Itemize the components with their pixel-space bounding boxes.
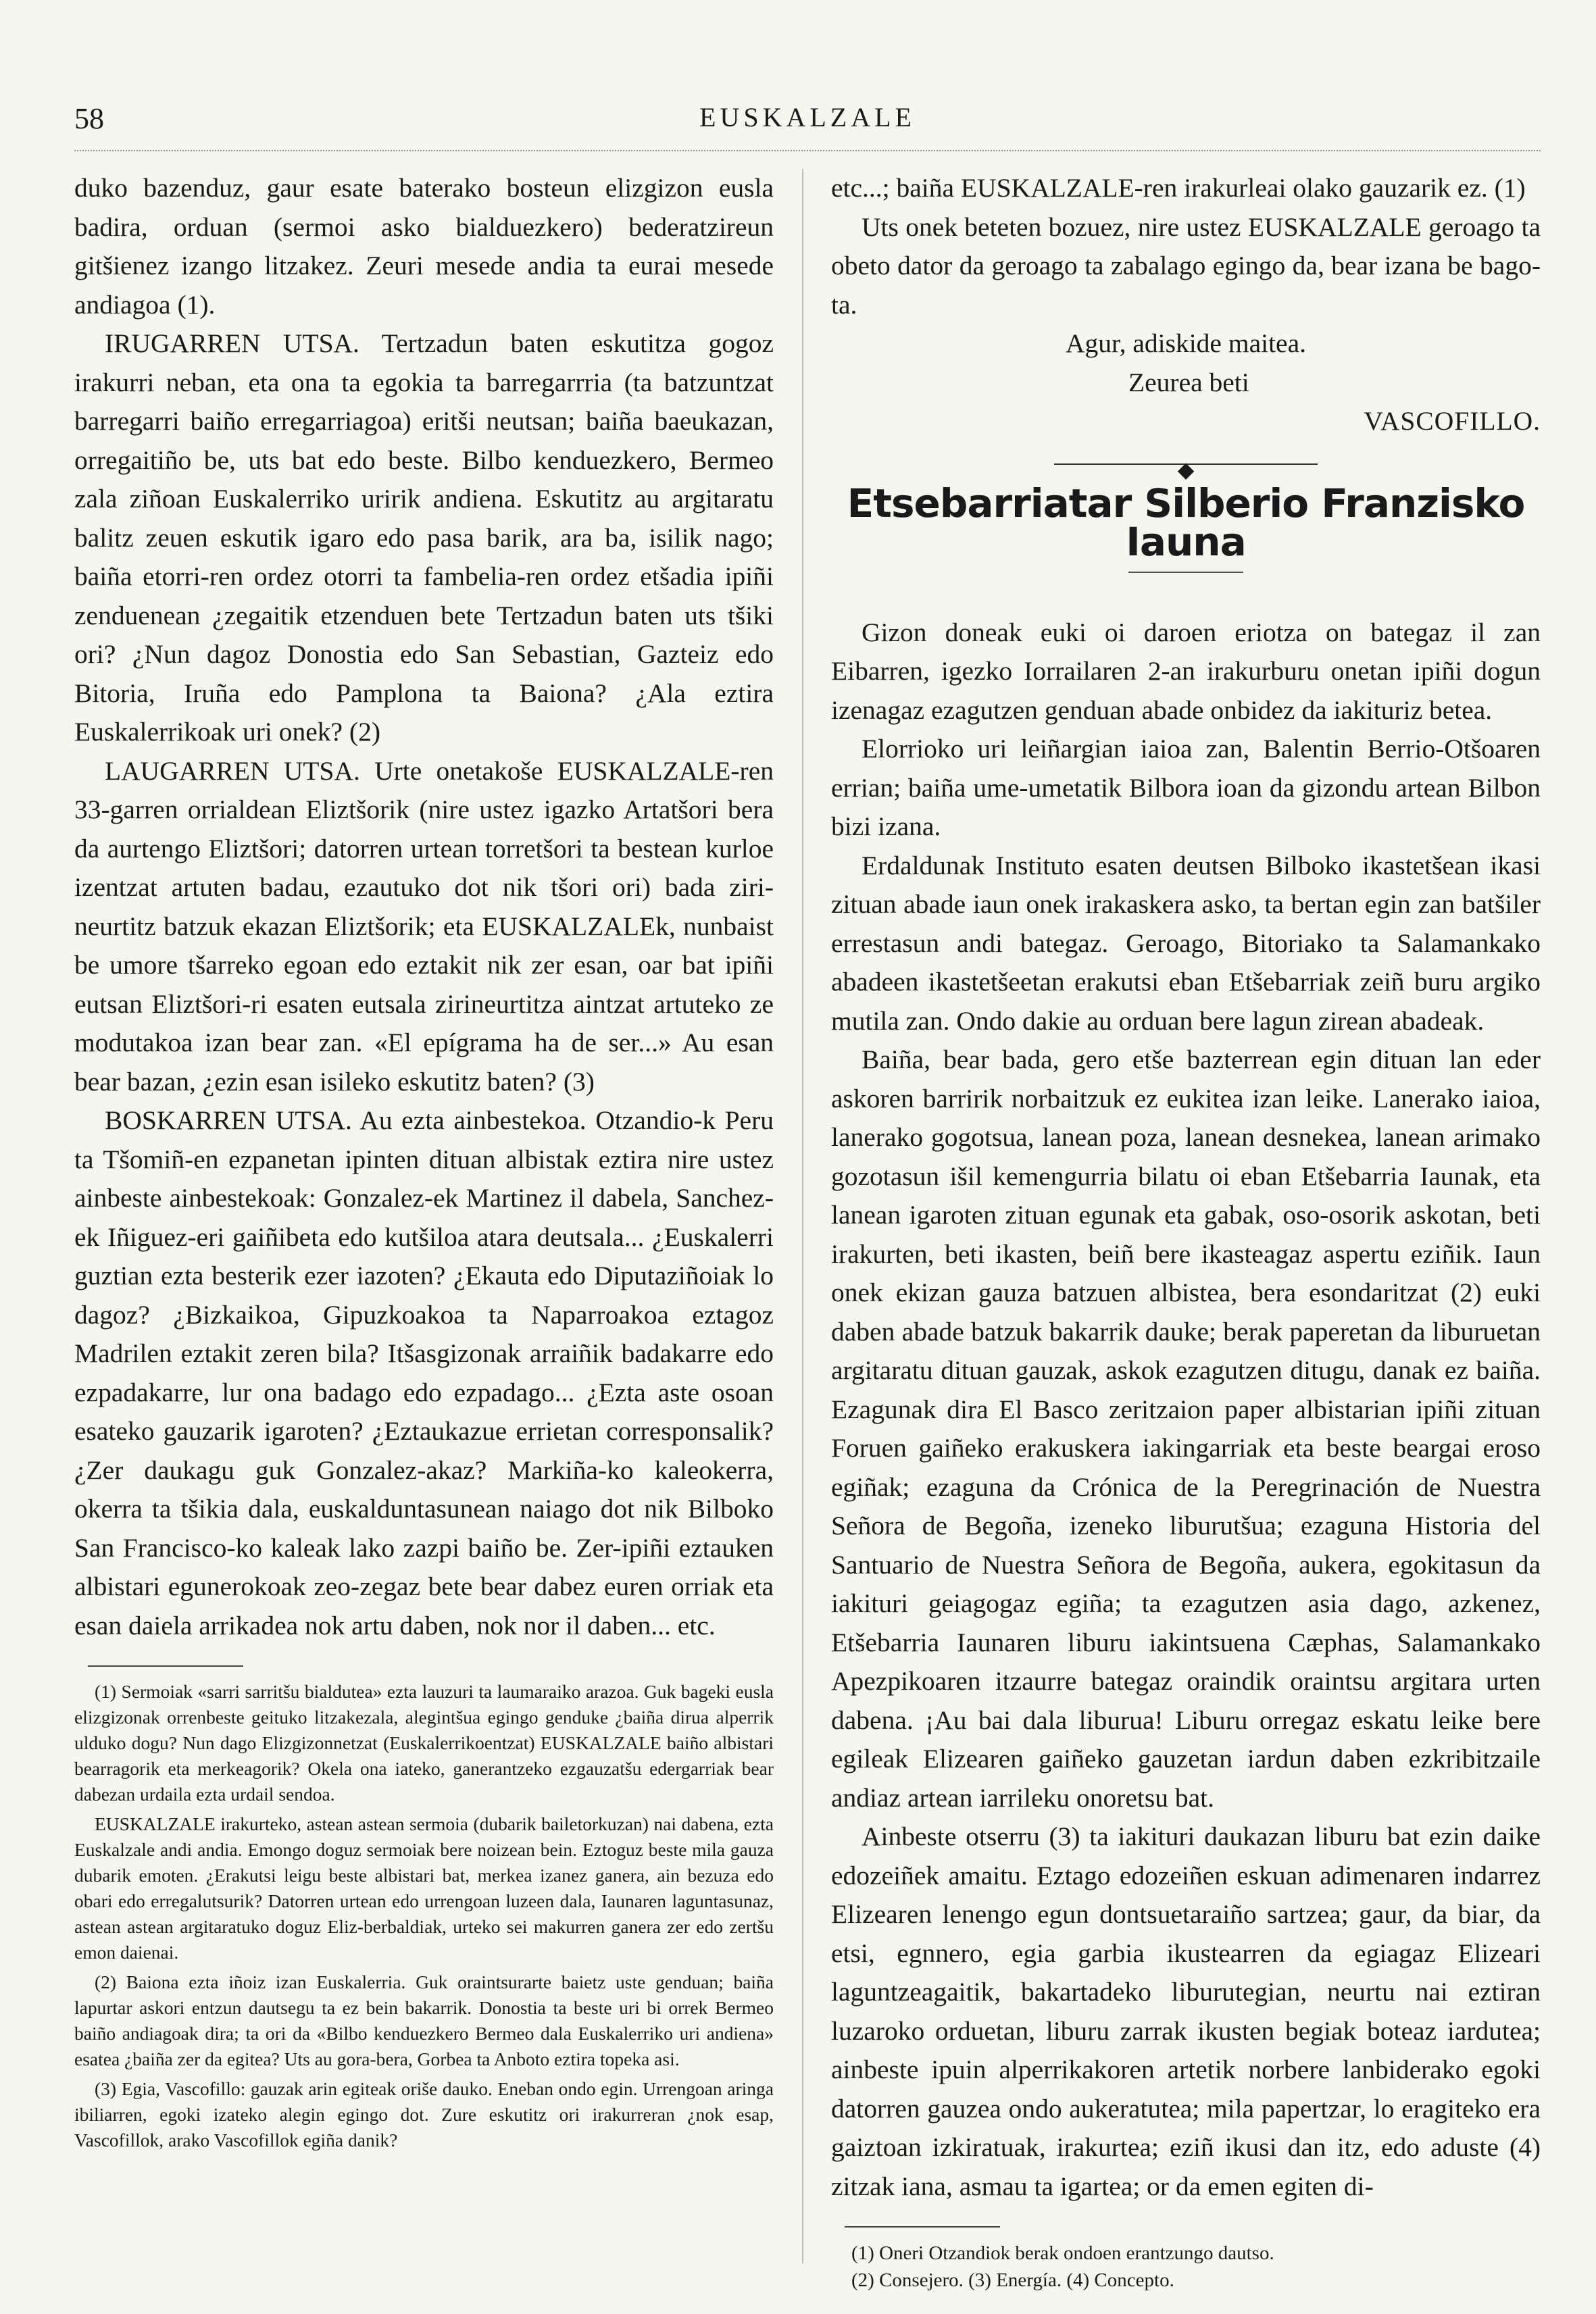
footnote: (1) Sermoiak «sarri sarritšu bialdutea» ezta lauzuri ta laumaraiko arazoa. Guk bageki eusla elizgizonak orrenbeste geituko litzakezala, alegintšua egingo genduke ¿baiña dirua alperrik ulduko dogu? Nun dago Elizgizonnetzat (Euskalerrikoentzat) EUSKALZALE baiño albistari bearragorik eta merkeagorik? Okela ona iateko, ganerantzeko ezgauzatšu edergarriak bear dabezan urdaila ezta urdail sendoa. (74, 1681, 774, 1805)
page-number: 58 (74, 102, 104, 135)
footnote: (1) Oneri Otzandiok berak ondoen erantzungo dautso. (851, 2242, 1274, 2264)
article-title: Etsebarriatar Silberio Franzisko Iauna (847, 480, 1525, 565)
letter-paragraph: Uts onek beteten bozuez, nire ustez EUSKALZALE geroago ta obeto dator da geroago ta zabalago egingo da, bear izana be bago-ta. (831, 211, 1541, 320)
article-paragraph: Gizon doneak euki oi daroen eriotza on bategaz il zan Eibarren, igezko Iorrailaren 2-an irakurburu onetan ipiñi dogun izenagaz ezagutzen genduan abade onbidez da iakituriz betea. (831, 617, 1541, 725)
letter-paragraph: etc...; baiña EUSKALZALE-ren irakurleai olako gauzarik ez. (1) (831, 173, 1526, 203)
signature: VASCOFILLO. (1364, 406, 1541, 436)
paragraph: BOSKARREN UTSA. Au ezta ainbestekoa. Otzandio-k Peru ta Tšomiñ-en ezpanetan ipinten dituan albistak eztira nire ustez ainbeste ainbestekoak: Gonzalez-ek Martinez il dabela, Sanchez-ek Iñiguez-eri gaiñibeta edo kutšiloa atara deutsala... ¿Euskalerri guztian ezta besterik ezer iazoten? ¿Ekauta edo Diputaziñoiak lo dagoz? ¿Bizkaikoa, Gipuzkoakoa ta Naparroakoa eztagoz Madrilen eztakit zeren bila? Itšasgizonak arraiñik badakarre edo ezpadakarre, lur ona badago edo ezpadago... ¿Ezta aste osoan esateko gauzarik igaroten? ¿Eztaukazue errietan corresponsalik? ¿Zer daukagu guk Gonzalez-akaz? Markiña-ko kaleokerra, okerra ta tšikia dala, euskalduntasunean naiago dot nik Bilboko San Francisco-ko kaleak lako zazpi baiño be. Zer-ipiñi eztauken albistari egunerokoak zeo-zegaz bete bear dabez euren orriak eta esan daiela arrikadea nok artu daben, nok nor il daben... etc. (74, 1105, 774, 1640)
diamond-icon: ◆ (1177, 457, 1195, 482)
title-rule (1128, 572, 1243, 573)
right-footnotes (831, 2240, 1541, 2294)
footnote: (2) Consejero. (3) Energía. (4) Concepto. (851, 2269, 1174, 2291)
paragraph: duko bazenduz, gaur esate baterako bosteun elizgizon eusla badira, orduan (sermoi asko bialduezkero) bederatzireun gitšienez izango litzakez. Zeuri mesede andia ta eurai mesede andiagoa (1). (74, 173, 774, 320)
running-title: EUSKALZALE (699, 102, 916, 132)
column-divider (802, 169, 803, 2263)
footnote: (3) Egia, Vascofillo: gauzak arin egiteak oriše dauko. Eneban ondo egin. Urrengoan aringa ibiliarren, egoki izateko alegin egingo dot. Zure eskutitz ori irakurreran ¿nok esap, Vascofillok, arako Vascofillok egiña danik? (74, 2078, 774, 2150)
ornament-divider (831, 451, 1541, 482)
article-paragraph: Baiña, bear bada, gero etše bazterrean egin dituan lan eder askoren barririk norbaitzuk ez eukitea izan leike. Lanerako iaioa, lanerako gogotsua, lanean poza, lanean desnekea, lanean arimako gozotasun išil kemengurria bilatu oi eban Etšebarria Iaunak, eta lanean igaroten zituan egunak eta gabak, oso-osorik askotan, beti irakurten, beti ikasten, beiñ bere ikasteagaz aspertu eziñik. Iaun onek ekizan gauza batzuen albistea, bera esondaritzat (2) euki daben abade batzuk bakarrik dauke; berak paperetan da liburuetan argitaratu dituan gauzak, askok ezagutzen ditugu, danak ez baiña. Ezagunak dira El Basco zeritzaion paper albistarian ipiñi zituan Foruen gaiñeko erakuskera iakingarriak eta beste beargai eroso egiñak; ezaguna da Crónica de la Peregrinación de Nuestra Señora de Begoña, izeneko liburutšua; ezaguna Historia del Santuario de Nuestra Señora de Begoña, aukera, egokitasun da iakituri geiagogaz egiña; ta ezagutzen asia dago, azkenez, Etšebarria Iaunaren liburu iakintsuena Cæphas, Salamankako Apezpikoaren itzaurre bategaz oraindik oraintsu argitara urten dabena. ¡Au bai dala liburua! Liburu orregaz eskatu leike bere egileak Elizearen gaiñeko gauzetan iardun daben ezkribitzaile andiaz artean iarrileku onoretsu bat. (831, 1045, 1541, 1813)
header-rule (74, 150, 1541, 151)
footnote: (2) Baiona ezta iñoiz izan Euskalerria. Guk oraintsurarte baietz uste genduan; baiña lapurtar askori entzun dautsegu ta ez bein bakarrik. Donostia ta beste uri bi orrek Bermeo baiño andiagoak dira; ta ori da «Bilbo kenduezkero Bermeo dala Euskalerriko uri andiena» esatea ¿baiña zer da egitea? Uts au gora-bera, Gorbea ta Anboto eztira topeka asi. (74, 1971, 774, 2069)
article-paragraph: Erdaldunak Instituto esaten deutsen Bilboko ikastetšean ikasi zituan abade iaun onek irakaskera asko, ta bertan egin zan batšiler errestasun andi bategaz. Geroago, Bitoriako ta Salamankako abadeen ikastetšeetan erakutsi eban Etšebarriak zeiñ buru argiko mutila zan. Ondo dakie au orduan bere lagun zirean abadeak. (831, 850, 1541, 1036)
footnote-separator (845, 2226, 1000, 2228)
page-header (74, 101, 1541, 149)
left-column (74, 169, 774, 2157)
paragraph: LAUGARREN UTSA. Urte onetakoše EUSKALZALE-ren 33-garren orrialdean Eliztšorik (nire ustez igazko Artatšori bera da aurtengo Eliztšori; datorren urtean torretšori ta bestean kurloe izentzat artuten badau, ezautuko dot nik tšori ori) bada ziri-neurtitz batzuk ekazan Eliztšorik; eta EUSKALZALEk, nunbaist be umore tšarreko egoan edo eztakit nik zer esan, oar bat ipiñi eutsan Eliztšori-ri esaten eutsala zirineurtitza aintzat artuteko ze modutakoa izan bear zan. «El epígrama ha de ser...» Au esan bear bazan, ¿ezin esan isileko eskutitz baten? (3) (74, 755, 774, 1097)
left-footnotes (74, 1679, 774, 2153)
article-paragraph: Ainbeste otserru (3) ta iakituri daukazan liburu bat ezin daike edozeiñek amaitu. Eztago edozeiñen eskuan adimenaren indarrez Elizearen lenengo egun dontsuetaraiño sartzea; gaur, da biar, da etsi, egnnero, egia garbia ikustearren da egiagaz Elizeari laguntzeagaitik, bakartadeko liburutegian, neurtu nai eztiran luzaroko orduetan, liburu zarrak ikusten begiak boteaz iardutea; ainbeste ipuin alperrikakoren artetik norbere lanbiderako egoki datorren gauzea ondo aukeratutea; mila papertzar, lo eragiteko era gaiztoan izkiratuak, irakurtea; eziñ ikusi dan itz, edo aduste (4) zitzak iana, asmau ta igartea; or da emen egiten di- (831, 1821, 1541, 2201)
right-column (831, 169, 1541, 2294)
salutation: Agur, adiskide maitea. (1065, 328, 1306, 358)
footnote: EUSKALZALE irakurteko, astean astean sermoia (dubarik bailetorkuzan) nai dabena, ezta Euskalzale andi andia. Emongo doguz sermoiak bere noizean bein. Eztoguz beste mila gauza dubarik emoten. ¿Erakutsi leigu beste albistari bat, merkea izanez ganera, ain bezuza edo obari edo erregalutsurik? Datorren urtean edo urrengoan luzeen dala, Iaunaren laguntasunaz, astean astean argitaratuko doguz Eliz-berbaldiak, urteko sei makurren ganera zer edo zertšu emon daienai. (74, 1813, 774, 1963)
closing: Zeurea beti (1128, 367, 1249, 397)
paragraph: IRUGARREN UTSA. Tertzadun baten eskutitza gogoz irakurri neban, eta ona ta egokia ta barregarrria (ta batzuntzat barregarri baiño erregarriagoa) eritši neutsan; baiña baeukazan, orregaitiño be, uts bat edo beste. Bilbo kenduezkero, Bermeo zala ziñoan Euskalerriko uririk andiena. Eskutitz au argitaratu balitz zeuen eskutik igaro edo pasa barik, ara ba, isilik nago; baiña etorri-ren ordez otorri ta fambelia-ren ordez etšadia ipiñi zenduenean ¿zegaitik etzenduen bete Tertzadun baten uts tšiki ori? ¿Nun dagoz Donostia edo San Sebastian, Gazteiz edo Bitoria, Iruña edo Pamplona ta Baiona? ¿Ala eztira Euskalerrikoak uri onek? (2) (74, 328, 774, 747)
footnote-separator (88, 1665, 243, 1667)
article-paragraph: Elorrioko uri leiñargian iaioa zan, Balentin Berrio-Otšoaren errian; baiña ume-umetatik Bilbora ioan da gizondu artean Bilbon bizi izana. (831, 734, 1541, 841)
